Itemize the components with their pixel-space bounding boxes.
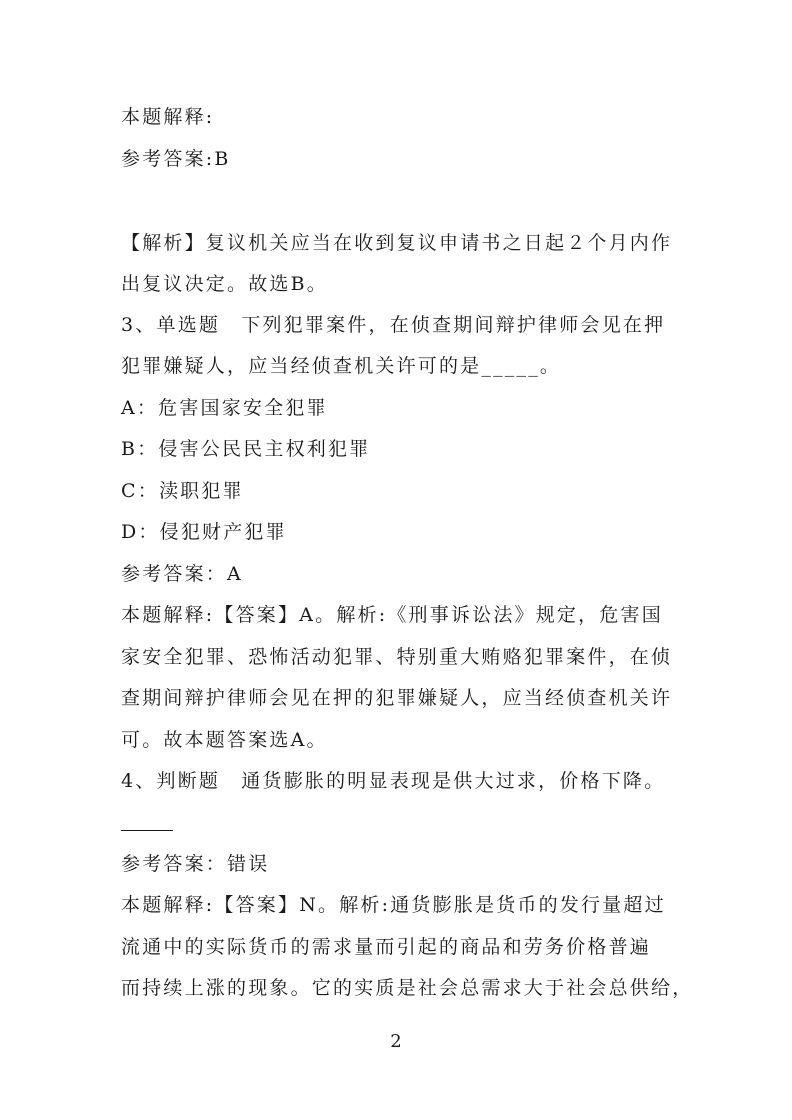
line-19: 流通中的实际货币的需求量而引起的商品和劳务价格普遍	[121, 936, 652, 958]
line-14: 查期间辩护律师会见在押的犯罪嫌疑人，应当经侦查机关许	[121, 687, 673, 709]
line-12: 本题解释:【答案】A。解析:《刑事诉讼法》规定，危害国	[121, 604, 663, 626]
line-11: 参考答案：A	[121, 563, 243, 585]
line-10: D：侵犯财产犯罪	[121, 521, 287, 543]
line-5: 3、单选题 下列犯罪案件，在侦查期间辩护律师会见在押	[121, 314, 666, 336]
line-20: 而持续上涨的现象。它的实质是社会总需求大于社会总供给，	[121, 977, 694, 999]
line-9: C：渎职犯罪	[121, 480, 244, 502]
line-8: B：侵害公民民主权利犯罪	[121, 438, 371, 460]
page-number: 2	[390, 1031, 402, 1052]
line-7: A：危害国家安全犯罪	[121, 397, 328, 419]
line-2: 参考答案:B	[121, 148, 231, 170]
line-15: 可。故本题答案选A。	[121, 729, 328, 751]
line-6: 犯罪嫌疑人，应当经侦查机关许可的是_____。	[121, 355, 562, 377]
line-17: 参考答案：错误	[121, 853, 270, 875]
line-4: 出复议决定。故选B。	[121, 273, 328, 295]
line-13: 家安全犯罪、恐怖活动犯罪、特别重大贿赂犯罪案件，在侦	[121, 646, 673, 668]
line-3: 【解析】复议机关应当在收到复议申请书之日起２个月内作	[121, 232, 673, 254]
line-16: 4、判断题 通货膨胀的明显表现是供大过求，价格下降。	[121, 770, 666, 792]
line-1: 本题解释:	[121, 106, 215, 128]
answer-blank	[121, 830, 173, 831]
line-18: 本题解释:【答案】N。解析:通货膨胀是货币的发行量超过	[121, 894, 666, 916]
